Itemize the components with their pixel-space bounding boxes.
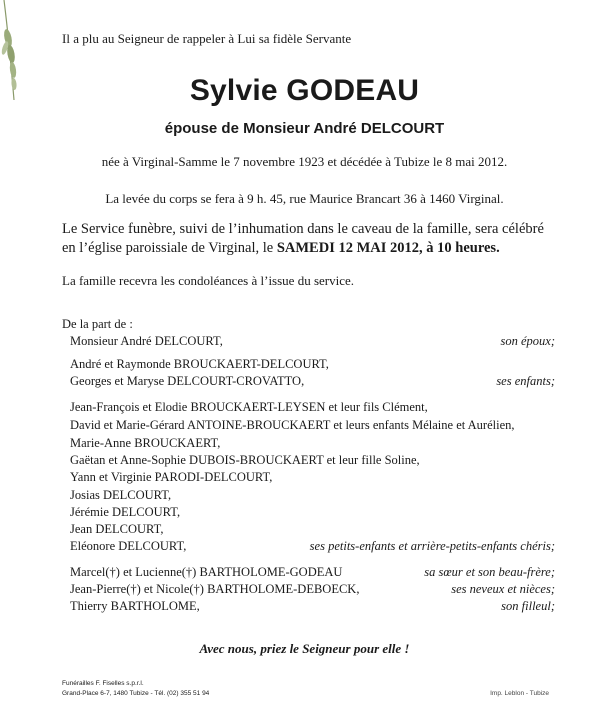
de-la-part-label: De la part de : xyxy=(62,317,133,331)
relative-line: Thierry BARTHOLOME, xyxy=(70,599,200,613)
relative-line: Eléonore DELCOURT, xyxy=(70,539,187,553)
funeral-home-name: Funérailles F. Fiselles s.p.r.l. xyxy=(62,680,144,687)
relative-line: Marie-Anne BROUCKAERT, xyxy=(70,436,221,450)
relative-line: Jérémie DELCOURT, xyxy=(70,505,181,519)
relation-label: ses petits-enfants et arrière-petits-enfants chéris; xyxy=(309,539,555,553)
condoleances-line: La famille recevra les condoléances à l’issue du service. xyxy=(62,273,354,288)
relative-line: Yann et Virginie PARODI-DELCOURT, xyxy=(70,470,273,484)
service-line-2-text: en l’église paroissiale de Virginal, le xyxy=(62,240,277,256)
relative-line: Jean-Pierre(†) et Nicole(†) BARTHOLOME-DEBOECK, xyxy=(70,582,360,596)
funeral-home-address: Grand-Place 6-7, 1480 Tubize - Tél. (02) 355 51 94 xyxy=(62,690,210,697)
service-line-2 xyxy=(62,240,500,257)
levee-line: La levée du corps se fera à 9 h. 45, rue Maurice Brancart 36 à 1460 Virginal. xyxy=(105,191,504,206)
relative-line: Jean DELCOURT, xyxy=(70,522,164,536)
relative-line: Josias DELCOURT, xyxy=(70,488,172,502)
relative-line: Marcel(†) et Lucienne(†) BARTHOLOME-GODEAU xyxy=(70,565,343,579)
relative-line: Jean-François et Elodie BROUCKAERT-LEYSEN et leur fils Clément, xyxy=(70,400,428,414)
relative-line: André et Raymonde BROUCKAERT-DELCOURT, xyxy=(70,357,329,371)
printer-credit: Imp. Leblon - Tubize xyxy=(490,690,549,697)
relative-line: Monsieur André DELCOURT, xyxy=(70,334,223,348)
intro-line: Il a plu au Seigneur de rappeler à Lui sa fidèle Servante xyxy=(62,31,352,46)
spouse-line: épouse de Monsieur André DELCOURT xyxy=(164,120,445,137)
relative-line: Gaëtan et Anne-Sophie DUBOIS-BROUCKAERT et leur fille Soline, xyxy=(70,453,420,467)
relative-line: David et Marie-Gérard ANTOINE-BROUCKAERT et leurs enfants Mélaine et Aurélien, xyxy=(70,418,515,432)
service-line-1: Le Service funèbre, suivi de l’inhumation dans le caveau de la famille, sera célébré xyxy=(62,221,544,237)
relation-label: ses enfants; xyxy=(496,374,555,388)
relation-label: son époux; xyxy=(500,334,555,348)
service-date: SAMEDI 12 MAI 2012, à 10 heures. xyxy=(276,240,500,256)
deceased-name: Sylvie GODEAU xyxy=(189,74,420,107)
relation-label: ses neveux et nièces; xyxy=(451,582,555,596)
relation-label: son filleul; xyxy=(501,599,555,613)
relation-label: sa sœur et son beau-frère; xyxy=(424,565,555,579)
relative-line: Georges et Maryse DELCOURT-CROVATTO, xyxy=(70,374,305,388)
closing-prayer: Avec nous, priez le Seigneur pour elle ! xyxy=(199,641,410,656)
birth-death-line: née à Virginal-Samme le 7 novembre 1923 et décédée à Tubize le 8 mai 2012. xyxy=(101,154,508,169)
